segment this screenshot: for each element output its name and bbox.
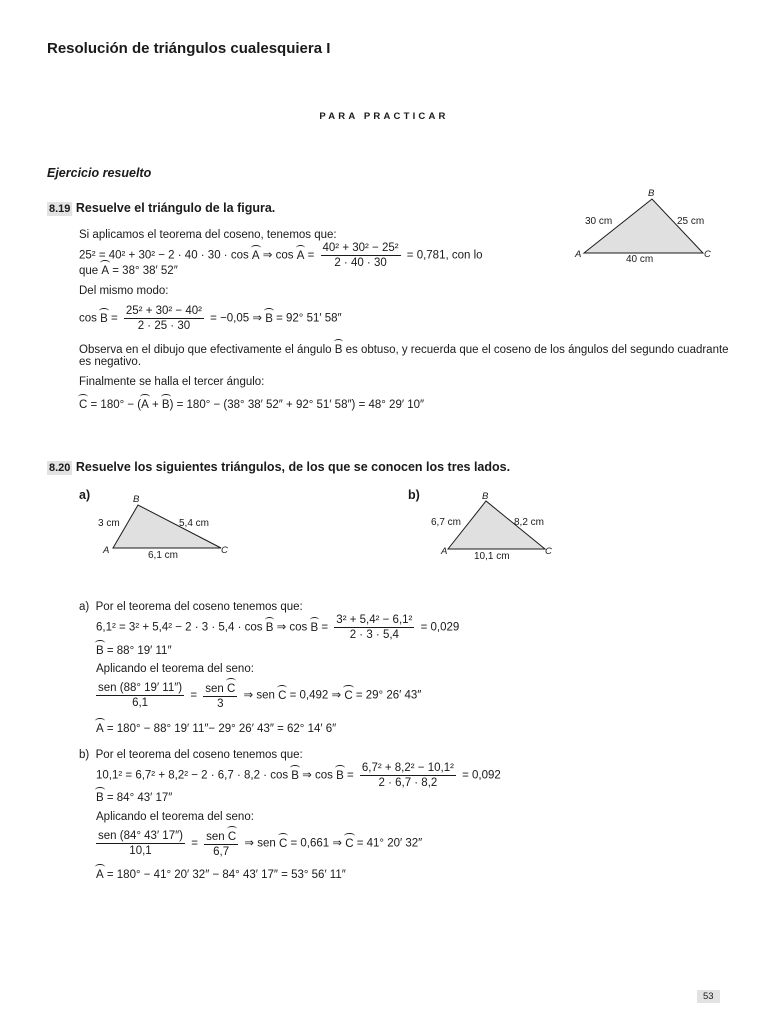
side-ab-label: 3 cm — [98, 518, 120, 529]
solution-b-sine-intro: Aplicando el teorema del seno: — [96, 811, 254, 823]
solution-a-angle-a: A = 180° − 88° 19′ 11″− 29° 26′ 43″ = 62° 14′ 6″ — [96, 723, 337, 735]
fraction: $\frac{\text{25² + 30² − 40²}}{2 \cdot 25 \cdot 30}$ — [125, 305, 202, 332]
side-ac-label: 10,1 cm — [474, 551, 510, 562]
solved-exercise-label: Ejercicio resuelto — [47, 166, 152, 180]
exercise-number: 8.20 — [49, 462, 71, 474]
fraction: $\frac{\text{sen C}}{3}$ — [205, 683, 236, 710]
vertex-b-label: B — [482, 491, 489, 502]
fraction: $\frac{\text{3² + 5,4² − 6,1²}}{2 \cdot 3 \cdot 5,4}$ — [336, 614, 413, 641]
observation-line-2: es negativo. — [79, 356, 142, 368]
side-ac-label: 40 cm — [626, 254, 654, 265]
solution-a-intro: a) Por el teorema del coseno tenemos que: — [79, 601, 303, 613]
page-title: Resolución de triángulos cualesquiera I — [47, 40, 331, 57]
solution-a-sine-equation: $\frac{\text{sen (88° 19′ 11″)}}{6,1}$ = $\frac{\text{sen C}}{3}$ ⇒ sen C = 0,492 ⇒ C = 29° 26′ 43″ — [98, 682, 422, 710]
vertex-b-label: B — [133, 494, 140, 505]
solution-b-sine-equation: $\frac{\text{sen (84° 43′ 17″)}}{10,1}$ = $\frac{\text{sen C}}{6,7}$ ⇒ sen C = 0,661 ⇒ C = 41° 20′ 32″ — [98, 830, 423, 858]
side-bc-label: 5,4 cm — [179, 518, 210, 529]
exercise-8-20-heading — [47, 460, 510, 474]
vertex-c-label: C — [704, 249, 711, 260]
solution-a-angle-b: B = 88° 19′ 11″ — [96, 645, 172, 657]
solution-a-sine-intro: Aplicando el teorema del seno: — [96, 663, 254, 675]
vertex-b-label: B — [648, 188, 655, 199]
triangle-figure-a — [95, 490, 240, 565]
triangle-figure-b — [428, 490, 563, 565]
triangle-figure-8-19 — [570, 185, 720, 265]
side-ab-label: 30 cm — [585, 216, 613, 227]
side-bc-label: 25 cm — [677, 216, 705, 227]
fraction: $\frac{\text{6,7² + 8,2² − 10,1²}}{2 \cdot 6,7 \cdot 8,2}$ — [361, 762, 454, 789]
observation-line-1: Observa en el dibujo que efectivamente el ángulo B es obtuso, y recuerda que el coseno de los ángulos del segundo cuadrante — [79, 344, 729, 356]
angle-a-result: que A = 38° 38′ 52″ — [79, 265, 178, 277]
equation-angle-c: C = 180° − (A + B) = 180° − (38° 38′ 52″ + 92° 51′ 58″) = 48° 29′ 10″ — [79, 399, 425, 411]
vertex-a-label: A — [103, 545, 110, 556]
solution-b-intro: b) Por el teorema del coseno tenemos que: — [79, 749, 303, 761]
side-ab-label: 6,7 cm — [431, 517, 462, 528]
vertex-c-label: C — [221, 545, 228, 556]
equation-cosine-2: cos B = $\frac{\text{25² + 30² − 40²}}{2 \cdot 25 \cdot 30}$ = −0,05 ⇒ B = 92° 51′ 58″ — [79, 305, 342, 332]
side-ac-label: 6,1 cm — [148, 550, 179, 561]
same-way-text: Del mismo modo: — [79, 285, 169, 297]
equation-cosine-1: 25² = 40² + 30² − 2 · 40 · 30 · cos A ⇒ cos A = $\frac{\text{40² + 30² − 25²}}{2 \cdot 40 \cdot 30}$ = 0,781, con lo — [79, 242, 483, 269]
solution-b-angle-b: B = 84° 43′ 17″ — [96, 792, 173, 804]
fraction: $\frac{\text{sen (84° 43′ 17″)}}{10,1}$ — [98, 830, 183, 857]
section-header: PARA PRACTICAR — [319, 111, 449, 122]
side-bc-label: 8,2 cm — [514, 517, 545, 528]
vertex-a-label: A — [575, 249, 582, 260]
exercise-number: 8.19 — [49, 203, 71, 215]
vertex-c-label: C — [545, 546, 552, 557]
exercise-statement: Resuelve los siguientes triángulos, de los que se conocen los tres lados. — [75, 460, 511, 474]
fraction: $\frac{\text{sen C}}{6,7}$ — [206, 831, 237, 858]
page-number: 53 — [697, 990, 720, 1003]
exercise-8-19-heading — [47, 201, 275, 215]
solution-b-cosine-equation: 10,1² = 6,7² + 8,2² − 2 · 6,7 · 8,2 · cos B ⇒ cos B = $\frac{\text{6,7² + 8,2² − 10,1²}}{2 \cdot 6,7 \cdot 8,2}$ = 0,092 — [96, 762, 501, 789]
part-b-label: b) — [408, 488, 420, 502]
intro-text: Si aplicamos el teorema del coseno, tenemos que: — [79, 229, 337, 241]
part-a-label: a) — [79, 488, 91, 502]
vertex-a-label: A — [441, 546, 448, 557]
solution-a-cosine-equation: 6,1² = 3² + 5,4² − 2 · 3 · 5,4 · cos B ⇒ cos B = $\frac{\text{3² + 5,4² − 6,1²}}{2 \cdot 3 \cdot 5,4}$ = 0,029 — [96, 614, 460, 641]
fraction: $\frac{\text{sen (88° 19′ 11″)}}{6,1}$ — [98, 682, 183, 709]
exercise-statement: Resuelve el triángulo de la figura. — [75, 201, 276, 215]
solution-b-angle-a: A = 180° − 41° 20′ 32″ − 84° 43′ 17″ = 53° 56′ 11″ — [96, 869, 346, 881]
third-angle-text: Finalmente se halla el tercer ángulo: — [79, 376, 265, 388]
fraction: $\frac{\text{40² + 30² − 25²}}{2 \cdot 40 \cdot 30}$ — [322, 242, 399, 269]
